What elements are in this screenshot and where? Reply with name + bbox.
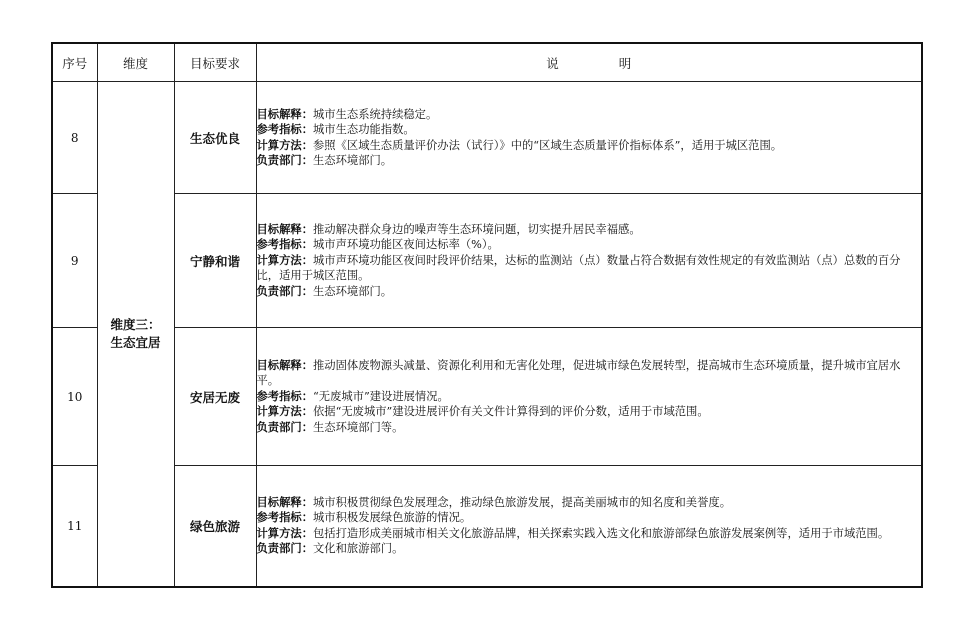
description-line	[257, 107, 922, 123]
field-key: 计算方法：	[256, 138, 313, 152]
description-line	[257, 510, 922, 526]
field-key: 负责部门：	[256, 154, 313, 167]
field-key: 参考指标：	[256, 238, 313, 252]
description-cell	[256, 466, 922, 587]
goal-cell: 宁静和谐	[174, 194, 256, 328]
description-line	[257, 138, 922, 154]
field-key: 负责部门：	[256, 420, 313, 434]
description-cell	[256, 328, 922, 466]
header-description	[256, 43, 922, 82]
table-row	[52, 82, 922, 194]
field-key: 目标解释：	[256, 107, 313, 121]
field-value: 生态环境部门。	[313, 284, 393, 298]
field-value: 城市积极贯彻绿色发展理念，推动绿色旅游发展，提高美丽城市的知名度和美誉度。	[313, 495, 731, 509]
description-line	[257, 237, 922, 253]
field-key: 参考指标：	[256, 511, 313, 525]
goal-cell: 绿色旅游	[174, 466, 256, 587]
table-row	[52, 466, 922, 587]
field-value: 生态环境部门。	[313, 154, 393, 167]
field-value: 推动解决群众身边的噪声等生态环境问题，切实提升居民幸福感。	[313, 222, 641, 236]
description-line	[257, 122, 922, 138]
field-key: 目标解释：	[256, 495, 313, 509]
table-header-row	[52, 43, 922, 82]
description-line	[257, 495, 922, 511]
indicator-table	[51, 42, 923, 588]
row-number: 11	[52, 466, 97, 587]
description-line	[257, 153, 922, 169]
description-line	[257, 253, 922, 284]
field-value: 文化和旅游部门。	[313, 542, 404, 556]
field-key: 计算方法：	[256, 405, 313, 419]
field-value: 包括打造形成美丽城市相关文化旅游品牌，相关探索实践入选文化和旅游部绿色旅游发展案例等，适用于市域范围。	[313, 526, 890, 540]
table-row	[52, 328, 922, 466]
row-number: 8	[52, 82, 97, 194]
description-line	[257, 420, 922, 436]
dimension-cell	[97, 82, 174, 587]
field-value: 城市声环境功能区夜间时段评价结果，达标的监测站（点）数量占符合数据有效性规定的有效监测站（点）总数的百分比，适用于城区范围。	[256, 253, 901, 283]
dimension-label-line: 维度三：	[110, 316, 161, 332]
description-line	[257, 526, 922, 542]
field-key: 参考指标：	[256, 123, 313, 136]
table-row	[52, 194, 922, 328]
field-key: 参考指标：	[256, 389, 313, 403]
field-value: 城市积极发展绿色旅游的情况。	[313, 511, 472, 525]
field-value: 城市生态系统持续稳定。	[313, 107, 438, 121]
field-value: 城市生态功能指数。	[313, 123, 415, 136]
field-key: 负责部门：	[256, 542, 313, 556]
field-key: 计算方法：	[256, 253, 313, 267]
field-value: 城市声环境功能区夜间达标率（%）。	[313, 238, 499, 252]
field-key: 目标解释：	[256, 358, 313, 372]
row-number: 10	[52, 328, 97, 466]
field-value: 生态环境部门等。	[313, 420, 404, 434]
field-key: 计算方法：	[256, 526, 313, 540]
header-no: 序号	[52, 43, 97, 82]
field-value: “无废城市”建设进展情况。	[313, 389, 449, 403]
header-dimension: 维度	[97, 43, 174, 82]
description-cell	[256, 194, 922, 328]
description-line	[257, 389, 922, 405]
field-key: 负责部门：	[256, 284, 313, 298]
header-desc-right: 明	[618, 55, 632, 71]
description-cell	[256, 82, 922, 194]
field-value: 参照《区域生态质量评价办法（试行）》中的“区域生态质量评价指标体系”，适用于城区范围。	[313, 138, 783, 152]
field-value: 推动固体废物源头减量、资源化利用和无害化处理，促进城市绿色发展转型，提高城市生态环境质量，提升城市宜居水平。	[256, 358, 901, 388]
description-line	[257, 404, 922, 420]
description-line	[257, 284, 922, 300]
field-value: 依据“无废城市”建设进展评价有关文件计算得到的评价分数，适用于市域范围。	[313, 405, 709, 419]
description-line	[257, 541, 922, 557]
description-line	[257, 358, 922, 389]
header-goal: 目标要求	[174, 43, 256, 82]
row-number: 9	[52, 194, 97, 328]
header-desc-left: 说	[546, 55, 559, 71]
dimension-label-line: 生态宜居	[110, 334, 161, 350]
dimension-label	[98, 316, 174, 352]
goal-cell: 生态优良	[174, 82, 256, 194]
goal-cell: 安居无废	[174, 328, 256, 466]
field-key: 目标解释：	[256, 222, 313, 236]
description-line	[257, 222, 922, 238]
